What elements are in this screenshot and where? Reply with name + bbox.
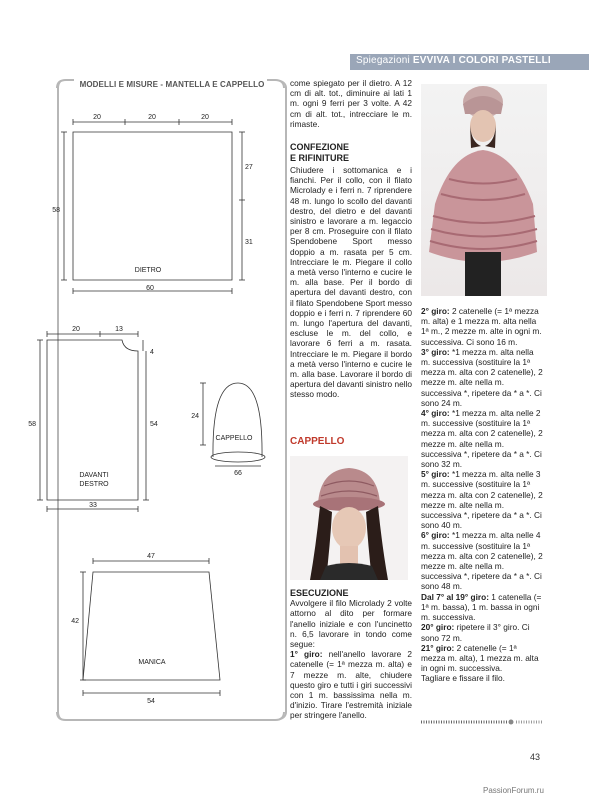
dietro-left: 58	[52, 207, 60, 214]
giro-text: 2 catenelle (= 1ª mezza m. alta) e 1 mezza m. alta nella 1ª m., 2 mezze m. alte in ogni m. successiva. Ci sono 16 m.	[421, 306, 542, 347]
giro-1	[290, 649, 412, 720]
giro-text: *1 mezza m. alta nelle 2 m. successive (sostituire la 1ª mezza m. alta con 2 catenelle), 2 mezze m. alte nella m. successiva *, ripetere da * a *. Ci sono 32 m.	[421, 408, 543, 470]
manica-bottom: 54	[147, 698, 155, 705]
davanti-label-1: DAVANTI	[79, 472, 109, 479]
giro-label: 6° giro:	[421, 530, 450, 541]
giro-label: 3° giro:	[421, 346, 450, 357]
dietro-right-bottom: 31	[245, 239, 253, 246]
giro-1-label: 1° giro:	[290, 649, 323, 660]
confezione-heading-2: E RIFINITURE	[290, 153, 350, 163]
giro-text: ripetere il 3° giro. Ci sono 72 m.	[421, 622, 530, 643]
giro-row	[421, 592, 543, 623]
manica-left: 42	[71, 618, 79, 625]
cappello-width: 66	[234, 470, 242, 477]
esecuzione-intro: Avvolgere il filo Microlady 2 volte attorno al dito per formare l'anello iniziale e con l'uncinetto n. 6,5 lavorare in tondo come segue:	[290, 598, 412, 650]
cappello-heading: CAPPELLO	[290, 436, 345, 447]
page-number: 43	[530, 752, 541, 762]
dietro-top-3: 20	[201, 114, 209, 121]
giro-label: 21° giro:	[421, 642, 455, 653]
dietro-bottom: 60	[146, 285, 154, 292]
giro-row	[421, 347, 543, 408]
dietro-top-2: 20	[148, 114, 156, 121]
dietro-top-1: 20	[93, 114, 101, 121]
giro-text: *1 mezza m. alta nelle 3 m. successive (sostituire la 1ª mezza m. alta con 2 catenelle), 2 mezze m. alte nella m. successiva *, ripetere da * a *. Ci sono 40 m.	[421, 469, 543, 531]
davanti-right: 54	[150, 421, 158, 428]
giro-row	[421, 622, 543, 642]
esecuzione-heading: ESECUZIONE	[290, 588, 349, 598]
poncho-photo	[421, 84, 547, 296]
davanti-neck: 4	[150, 349, 154, 356]
diagram-title: MODELLI E MISURE - MANTELLA E CAPPELLO	[79, 80, 265, 89]
confezione-text: Chiudere i sottomanica e i fianchi. Per il collo, con il filato Microlady e i ferri n. 7 riprendere 48 m. lungo lo scollo del davanti destro, del dietro e del davanti sinistro e lavorare a m. legaccio per 8 cm. Proseguire con il filato Spendobene Sport messo doppio a m. rasata per 5 cm. Intrecciare le m. Piegare il collo a metà verso l'interno e cucire le m. alla base. Per il bordo di apertura del davanti destro, con il filato Spendobene Sport messo doppio e i ferri n. 7 riprendere 60 m. lungo l'apertura del davanti, escluse le m. del collo, e lavorare 6 ferri a m. rasata. Intrecciare le m. Piegare il bordo a metà verso l'interno e cucire le m. alla base. Lavorare il bordo di apertura del davanti sinistro nello stesso modo.	[290, 165, 412, 400]
giro-label: Dal 7° al 19° giro:	[421, 591, 489, 602]
giro-row	[421, 408, 543, 469]
confezione-heading-1: CONFEZIONE	[290, 142, 350, 152]
giro-row	[421, 469, 543, 530]
rounds-column	[421, 306, 543, 684]
cappello-height: 24	[191, 413, 199, 420]
davanti-bottom: 33	[89, 502, 97, 509]
manica-label: MANICA	[138, 659, 166, 666]
giro-row	[421, 643, 543, 674]
closing-text: Tagliare e fissare il filo.	[421, 673, 505, 684]
davanti-top-1: 20	[72, 326, 80, 333]
giro-text: *1 mezza m. alta nella m. successiva (sostituire la 1ª mezza m. alta con 2 catenelle), 2 mezze m. alte nella m. successiva *, ripetere da * a *. Ci sono 24 m.	[421, 346, 543, 408]
davanti-left: 58	[28, 421, 36, 428]
confezione-heading	[290, 142, 349, 164]
dietro-label: DIETRO	[134, 267, 162, 274]
giro-row	[421, 530, 543, 591]
dietro-right-top: 27	[245, 164, 253, 171]
section-label: Spiegazioni	[356, 55, 410, 66]
giro-row	[421, 306, 543, 347]
giro-text: 2 catenelle (= 1ª mezza m. alta), 1 mezza m. alta in ogni m. successiva.	[421, 642, 539, 674]
giro-text: 1 catenella (= 1ª m. bassa), 1 m. bassa in ogni m. successiva.	[421, 591, 542, 623]
giro-label: 2° giro:	[421, 306, 450, 316]
giro-text: *1 mezza m. alta nelle 4 m. successive (sostituire la 1ª mezza m. alta con 2 catenelle), 2 mezze m. alte nella m. successiva *, ripetere da * a *. Ci sono 48 m.	[421, 530, 543, 592]
dotted-rule	[421, 719, 543, 725]
davanti-top-2: 13	[115, 326, 123, 333]
esecuzione-block	[290, 588, 412, 721]
confezione-text-block	[290, 165, 412, 400]
dietro-continuation: come spiegato per il dietro. A 12 cm di alt. tot., diminuire ai lati 1 m. ogni 9 ferri per 3 volte. A 42 cm di alt. tot., intrecciare le m. rimaste.	[290, 78, 412, 129]
cappello-label: CAPPELLO	[215, 435, 253, 442]
dietro-shape	[73, 132, 232, 280]
giro-label: 20° giro:	[421, 622, 455, 633]
hat-photo	[290, 456, 408, 580]
cappello-shape	[213, 383, 262, 457]
giro-label: 4° giro:	[421, 408, 450, 419]
watermark: PassionForum.ru	[483, 786, 544, 795]
column-middle-top	[290, 78, 412, 129]
giro-1-text: nell'anello lavorare 2 catenelle (= 1ª mezza m. alta) e 7 mezze m. alte, chiudere questo giro e tutti i giri successivi con 1 m. bassissima nella m. d'inizio. Tirare l'estremità iniziale per stringere l'anello.	[290, 649, 413, 721]
davanti-label-2: DESTRO	[79, 481, 109, 488]
manica-top: 47	[147, 553, 155, 560]
magazine-title: EVVIVA I COLORI PASTELLI	[412, 55, 551, 66]
panel-bottom-bracket	[57, 712, 284, 720]
giro-label: 5° giro:	[421, 469, 450, 480]
